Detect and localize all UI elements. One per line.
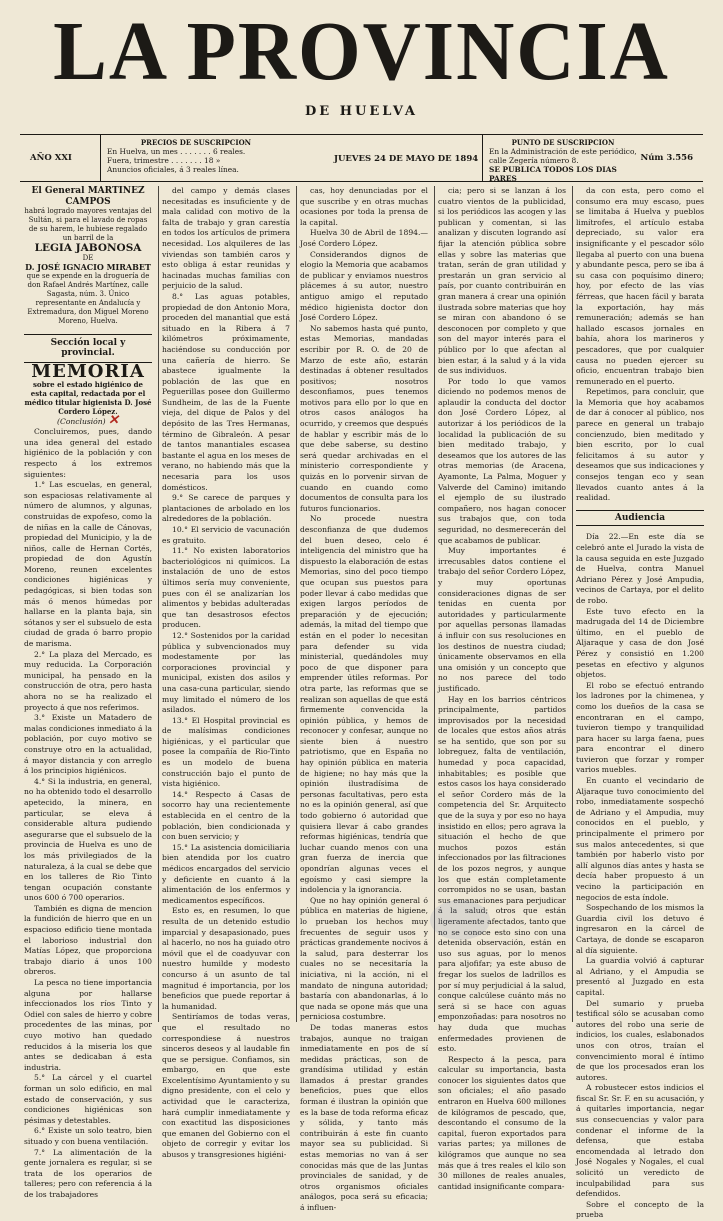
point-line: SE PUBLICA TODOS LOS DIAS PARES [489,165,617,183]
paragraph: Por todo lo que vamos diciendo no podemos menos de aplaudir la conducta del doctor don José Cordero López, al autorizar á los periódicos de la localidad la publicación de su bien meditado trabajo, y deseamos que los autores de las otras memorias (de Aracena, Ayamonte, La Palma, Moguer y Valverde del Camino) imitando el ejemplo de su ilustrado compañero, nos hagan conocer sus trabajos que, con toda seguridad, no desmerecerán del que acabamos de publicar. [438,376,566,545]
paragraph: 12.° Sostenidos por la caridad pública y subvencionados muy modestamente por las corporaciones provincial y municipal, existen dos asilos y una casa-cuna particular, siendo muy limitado el número de los asilados. [162,630,290,715]
paragraph: cia; pero si se lanzan á los cuatro vientos de la publicidad, si los periódicos las acogen y las publican y comentan, si las analizan y discuten logrando así fijar la atención pública sobre ellas y sobre las materias que tratan, serán de gran utilidad y prestarán un gran servicio al país, por cuanto contribuirán en gran manera á crear una opinión ilustrada sobre materias que hoy se miran con abandono ó se desconocen por completo y que son del mayor interés para el público por lo que afectan al bien estar, á la salud y á la vida de sus individuos. [438,186,566,376]
column-text [576,186,704,504]
paragraph: Este tuvo efecto en la madrugada del 14 de Diciembre último, en el pueblo de Aljaraque y casa de don José Pérez y consistió en 1.200 pesetas en efectivo y algunos objetos. [576,606,704,680]
column-text [162,186,290,1161]
paragraph: Que no hay opinión general ó pública en materias de higiene, lo prueban los hechos muy frecuentes de seguir usos y prácticas grandemente nocivos á la salud, para desterrar los cuales no se necesitaría la iniciativa, ni la acción, ni el mandato de ninguna autoridad; bastaría con abandonarlas, á lo que nada se opone más que una perniciosa costumbre. [300,895,428,1022]
column-5 [576,186,704,1220]
article-columns [24,186,704,1220]
paragraph: 15.° La asistencia domiciliaria bien atendida por los cuatro médicos encargados del servicio y deficiente en cuanto á la alimentación de los enfermos y medicamentos específicos. [162,842,290,905]
point-line: En la Administración de este periódico, [489,147,637,156]
cross-mark-icon: ✕ [108,412,119,428]
paragraph: La pesca no tiene importancia alguna por hallarse infeccionados los ríos Tinto y Odiel con sales de hierro y cobre procedentes de las minas, por cuyo motivo han quedado reducidos á la miseria los que antes se dedicaban á esta industria. [24,978,152,1072]
paragraph: Repetimos, para concluir, que la Memoria que hoy acabamos de dar á conocer al público, nos parece en general un trabajo concienzudo, bien meditado y bien escrito, por lo cual felicitamos á su autor y deseamos que sus indicaciones y consejos tengan eco y sean llevados cuanto antes á la realidad. [576,387,704,503]
year-label: AÑO XXI [30,153,72,163]
paragraph: La guardia volvió á capturar al Adriano, y el Ampudia se presentó al Juzgado en esta capital. [576,956,704,997]
paragraph: 8.° Las aguas potables, propiedad de don Antonio Mora, proceden del manantial que está situado en la Ribera á 7 kilómetros próximamente, haciéndose su conducción por una cañería de hierro. Se abastece igualmente la población de las que en Peguerillas posee don Guillermo Sundheim, de las de la Fuente vieja, del dique de Palos y del depósito de las Tres Hermanas, término de Gibraleón. A pesar de tantos manantiales escasea bastante el agua en los meses de verano, no habiendo más que la necesaria para los usos domésticos. [162,291,290,492]
paragraph: No sabemos hasta qué punto, estas Memorias, mandadas escribir por R. O. de 20 de Marzo de este año, estarán destinadas á obtener resultados positivos; nosotros desconfiamos, pues tenemos motivos para ello por lo que en otros casos análogos ha ocurrido, y creemos que después de hablar y escribir más de lo que debe saberse, su destino será quedar archivadas en el ministerio correspondiente y quizás en lo porvenir sirvan de cuando en cuando como documentos de consulta para los futuros funcionarios. [300,323,428,513]
info-bar [20,134,703,182]
paragraph: Hay en los barrios céntricos principalmente, partidos improvisados por la necesidad de locales que estos años atrás se ha sentido, que son por su lobreguez, falta de ventilación, humedad y poca capacidad, inhabitables; es posible que estos casos los haya considerado el señor Cordero más de la competencia del Sr. Arquitecto que de la suya y por eso no haya insistido en ellos; pero agrava la situación el hecho de que muchos pozos están infeccionados por las filtraciones de los pozos negros, y aunque los que están completamente corrompidos no se usan, bastan sus emanaciones para perjudicar á la salud; otros que están ligeramente afectados, tanto que no se conoce esto sino con una detenida observación, están en uso sus aguas, por lo menos para aljofifar; ya este abuso de fregar los suelos de ladrillos es por sí muy perjudicial á la salud, conque calcúlese cuánto más no será si se hace con aguas emponzoñadas: para nosotros no hay duda que muchas enfermedades provienen de esto. [438,694,566,1054]
ad-by: DE [82,253,94,262]
ad-maker: D. JOSÉ IGNACIO MIRABET [25,261,151,272]
paragraph: Sobre el concepto de la prueba [576,1199,704,1220]
column-text [24,427,152,1200]
column-4 [438,186,566,1191]
paragraph: cas, hoy denunciadas por el que suscribe y en otras muchas ocasiones por toda la prensa de la capital. [300,186,428,227]
paragraph: Respecto á la pesca, para calcular su importancia, basta conocer los siguientes datos que son oficiales; el año pasado entraron en Huelva 600 millones de kilógramos de pescado, que, descontando el consumo de la capital, fueron exportados para varias partes; ya millones de kilógramos que aunque no sea más que á tres reales el kilo son 30 millones de reales anuales, cantidad insignificante compara- [438,1054,566,1191]
paragraph: 4.° Si la industria, en general, no ha obtenido todo el desarrollo apetecido, la minera, en particular, se eleva á considerable altura pudiendo asegurarse que el subsuelo de la provincia de Huelva es uno de los más privilegiados de la naturaleza, á la cual se debe que en los talleres de Rio Tinto tengan ocupación constante unos 600 ó 700 operarios. [24,776,152,903]
audiencia-heading: Audiencia [576,510,704,527]
paragraph: Día 22.—En este día se celebró ante el Jurado la vista de la causa seguida en este Juzgado de Huelva, contra Manuel Adriano Pérez y José Ampudia, vecinos de Cartaya, por el delito de robo. [576,532,704,605]
paragraph: Del sumario y prueba testifical sólo se acusaban como autores del robo una serie de indicios, los cuales, eslabonados unos con otros, traían el convencimiento moral é íntimo de que los procesados eran los autores. [576,998,704,1082]
paragraph: 11.° No existen laboratorios bacteriológicos ni químicos. La instalación de uno de estos últimos sería muy conveniente, pues con él se analizarían los alimentos y bebidas adulteradas que tan desastrosos efectos producen. [162,546,290,630]
paragraph: 13.° El Hospital provincial es de malísimas condiciones higiénicas, y el particular que posee la compañía de Rio-Tinto es un modelo de buena construcción bajo el punto de vista higiénico. [162,715,290,789]
newspaper-title: LA PROVINCIA [53,5,670,98]
column-2 [162,186,290,1160]
paragraph: 5.° La cárcel y el cuartel forman un solo edificio, en mal estado de conservación, y sus condiciones higiénicas son pésimas y detestables. [24,1073,152,1125]
paragraph: 6.° Existe un solo teatro, bien situado y con buena ventilación. [24,1126,152,1146]
paragraph: Huelva 30 de Abril de 1894.—José Cordero López. [300,228,428,248]
ad-heading: El General MARTINEZ CAMPOS [31,186,145,207]
article-subtitle: sobre el estado higiénico de esta capital, redactada por el médico titular higienista D. José Cordero López. [24,379,152,416]
column-1 [24,186,152,1199]
paragraph: Sospechando de los mismos la Guardia civil los detuvo é ingresaron en la cárcel de Cartaya, de donde se escaparon al día siguiente. [576,903,704,955]
paragraph: del campo y demás clases necesitadas es insuficiente y de mala calidad con motivo de la falta de trabajo y gran carestía en todos los artículos de primera necesidad. Los alquileres de las viviendas son también caros y esto obliga á estar reunidas y hacinadas muchas familias con perjuicio de la salud. [162,186,290,291]
paragraph: El robo se efectuó entrando los ladrones por la chimenea, y como los dueños de la casa se encontraran en el campo, tuvieron tiempo y tranquilidad para hacer su larga faena, pues para encontrar el dinero tuvieron que forzar y romper varios muebles. [576,680,704,775]
paragraph: A robustecer estos indicios el fiscal Sr. Sr. F. en su acusación, y á quitarles importancia, negar sus consecuencias y valor para condenar el informe de la defensa, que estaba encomendada al letrado don José Nogales y Nogales, el cual solicitó un veredicto de inculpabilidad para sus defendidos. [576,1083,704,1199]
subscription-point [482,135,643,181]
masthead [0,5,723,119]
paragraph: 2.° La plaza del Mercado, es muy reducida. La Corporación municipal, ha pensado en la construcción de otra, pero hasta ahora no se ha realizado el proyecto á que nos referimos. [24,649,152,712]
paragraph: 10.° El servicio de vacunación es gratuito. [162,525,290,545]
paragraph: Muy importantes é irrecusables datos contiene el trabajo del señor Cordero López, y muy oportunas consideraciones dignas de ser tenidas en cuenta por autoridades y particularmente por aquellas personas llamadas á influir con sus resoluciones en los destinos de nuestra ciudad; únicamente observamos en ella una omisión y un concepto que no nos parece del todo justificado. [438,546,566,693]
paragraph: Concluiremos, pues, dando una idea general del estado higiénico de la población y con respecto á los extremos siguientes: [24,427,152,479]
column-text [576,532,704,1221]
paragraph: Sentiríamos de todas veras, que el resultado no correspondiese á nuestros sinceros deseos y al laudable fin que se persigue. Confiamos, sin embargo, en que este Excelentísimo Ayuntamiento y su digno presidente, con el celo y actividad que le caracteriza, hará cumplir inmediatamente y con exactitud las disposiciones que emanen del Gobierno con el objeto de corregir y evitar los abusos y transgresiones higiéni- [162,1012,290,1160]
ink-stain [430,900,490,940]
subscription-prices [100,135,291,181]
issue-date: JUEVES 24 DE MAYO DE 1894 [334,154,479,164]
column-text [300,186,428,1214]
article-title: MEMORIA [31,360,145,382]
subscription-line: En Huelva, un mes . . . . . . . 6 reales. [107,147,246,156]
subscription-head: PRECIOS DE SUSCRIPCION [140,138,252,147]
paragraph: da con esta, pero como el consumo era muy escaso, pues se limitaba á Huelva y pueblos limítrofes, el artículo estaba depreciado, su valor era insignificante y el pescador sólo llegaba al puerto con una buena y abundante pesca, pero se iba á su casa con poquísimo dinero; hoy, por efecto de las vías férreas, que hacen fácil y barata la exportación, hay más remuneración; además se han hallado escasos jornales en bahía, ahora los marineros y pescadores, que por cualquier causa no pueden ejercer su oficio, encuentran trabajo bien remunerado en el puerto. [576,186,704,386]
conclusion-label [24,412,152,428]
column-text [438,186,566,1192]
issue-number: Núm 3.556 [640,153,693,163]
paragraph: 7.° La alimentación de la gente jornalera es regular, si se trata de los operarios de talleres; pero con referencia á la de los trabajadores [24,1147,152,1199]
subscription-line: Anuncios oficiales, á 3 reales línea. [107,165,239,174]
ad-text: que se expende en la droguería de don Rafael Andrés Martínez, calle Sagasta, núm. 3. Único representante en Andalucía y Extremadura, don Miguel Moreno Moreno, Huelva. [26,271,150,325]
point-line: calle Zegería número 8. [489,156,579,165]
conclusion-text: (Conclusión) [57,416,106,426]
paragraph: En cuanto el vecindario de Aljaraque tuvo conocimiento del robo, inmediatamente sospechó de Adriano y el Ampudia, muy conocidos en el pueblo, y principalmente el primero por sus malos antecedentes, si que también por haberlo visto por allí algunos días antes y hasta se decía haber propuesto á un vecino la participación en negocios de esta índole. [576,776,704,902]
column-3 [300,186,428,1212]
paragraph: También es digna de mencion la fundición de hierro que en un espacioso edificio tiene montada el laborioso industrial don Matías López, que proporciona trabajo diario á unos 100 obreros. [24,903,152,977]
ad-product: LEGIA JABONOSA [34,242,142,255]
section-heading: Sección local y provincial. [24,334,152,363]
paragraph: Considerandos dignos de elogio la Memoria que acabamos de publicar y enviamos nuestros plácemes á su autor, nuestro antiguo amigo el reputado médico higienista doctor don José Cordero López. [300,249,428,323]
subscription-line: Fuera, trimestre . . . . . . . 18 » [107,156,221,165]
paragraph: Esto es, en resumen, lo que resulta de un detenido estudio imparcial y desapasionado, pues al hacerlo, no nos ha guiado otro móvil que el de coadyuvar con nuestro humilde y modesto concurso á un asunto de tal magnitud é importancia, por los beneficios que puede reportar á la humanidad. [162,906,290,1011]
ad-text: habrá logrado mayores ventajas del Sultán, si para el lavado de ropas de su harem, le hubiese regalado un barril de la [24,207,152,243]
newspaper-subtitle: DE HUELVA [305,104,418,119]
paragraph: De todas maneras estos trabajos, aunque no traigan inmediatamente en pos de sí medidas prácticas, son de grandísima utilidad y están llamados á prestar grandes beneficios, pues que ellos forman é ilustran la opinión que es la base de toda reforma eficaz y sólida, y tanto más contribuirán á este fin cuanto mayor sea su publicidad. Si estas memorias no van á ser conocidas más que de las Juntas provinciales de sanidad, y de otros organismos oficiales análogos, poca será su eficacia; á influen- [300,1022,428,1212]
paragraph: 14.° Respecto á Casas de socorro hay una recientemente establecida en el centro de la población, bien condicionada y con buen servicio; y [162,789,290,842]
paragraph: No procede nuestra desconfianza de que dudemos del buen deseo, celo é inteligencia del ministro que ha dispuesto la elaboración de estas Memorias, sino del poco tiempo que ocupan sus puestos para poder llevar á cabo medidas que exigen largos períodos de preparación y de ejecución; además, la mitad del tiempo que están en el poder lo necesitan para defender su vida ministerial, quedándoles muy poco de que disponer para emprender útiles reformas. Por otra parte, las reformas que se realizan son aquellas de que está firmemente convencida la opinión pública, y hemos de reconocer y confesar, aunque no siente bien á nuestro patriotismo, que en España no hay opinión pública en materia de higiene; no hay más que la opinión ilustradísima de personas facultativas, pero esta no es la opinión general, así que todo gobierno ó autoridad que quisiera llevar á cabo grandes reformas higiénicas, tendría que luchar cuando menos con una gran fuerza de inercia que opondrían algunas veces el egoísmo y casi siempre la indolencia y la ignorancia. [300,514,428,895]
paragraph: 1.° Las escuelas, en general, son espaciosas relativamente al número de alumnos, y algunas, construidas de expofeso, como la de niñas en la calle de Cánovas, propiedad del Municipio, y la de niños, calle de Hernan Cortés, propiedad de don Agustín Moreno, reunen excelentes condiciones higiénicas y pedagógicas, si bien todas son más ó menos húmedas por hallarse en la planta baja, sin sótanos y ser el subsuelo de esta ciudad de grada ó barro propio de marisma. [24,480,152,649]
paragraph: 3.° Existe un Matadero de malas condiciones inmediato á la población, por cuyo motivo se construye otro en la actualidad, á mayor distancia y con arreglo á los principios higiénicos. [24,713,152,776]
point-head: PUNTO DE SUSCRIPCION [511,138,615,147]
paragraph: 9.° Se carece de parques y plantaciones de arbolado en los alrededores de la población. [162,493,290,524]
